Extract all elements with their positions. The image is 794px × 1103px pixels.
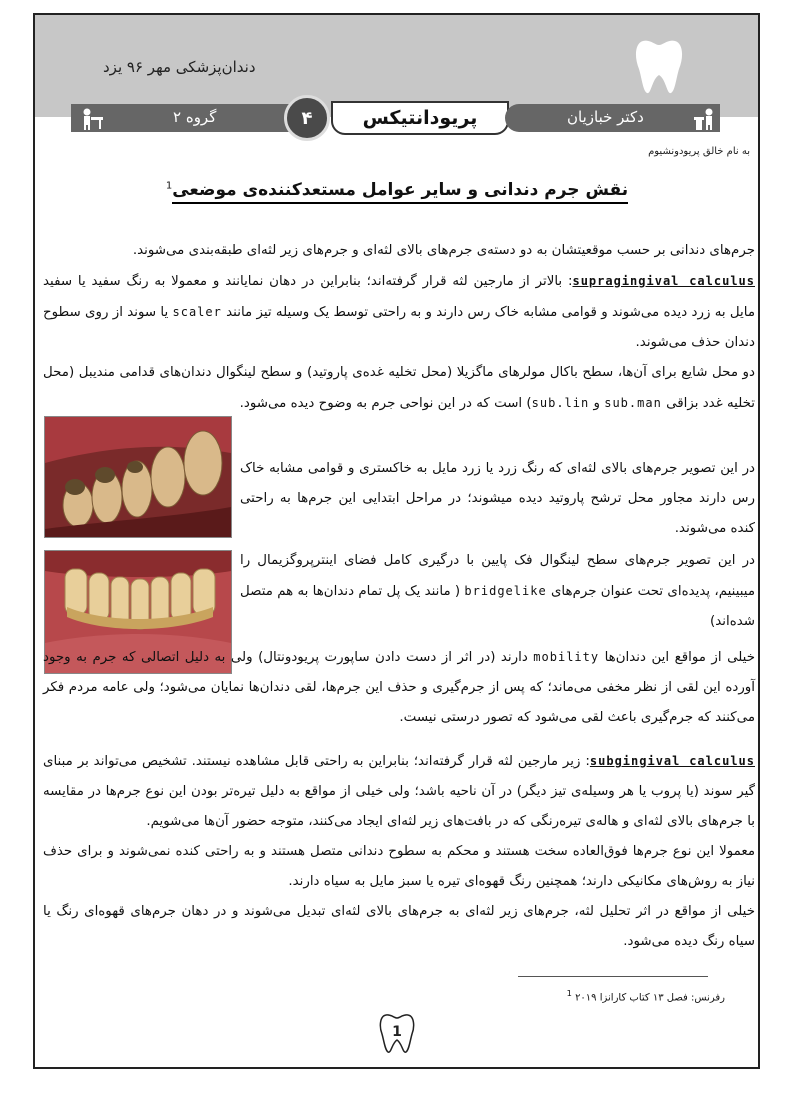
subgingival-section	[43, 746, 755, 957]
section-heading	[0, 180, 794, 200]
footnote-mark: 1	[566, 988, 572, 998]
intro-paragraph: جرم‌های دندانی بر حسب موقعیتشان به دو دسته‌ی جرم‌های بالای لثه‌ای و جرم‌های زیر لثه‌ای طبقه‌بندی می‌شوند.	[132, 243, 755, 258]
group-bar	[71, 104, 311, 132]
page-number-badge: ۴	[284, 95, 330, 141]
lecturer-bar	[505, 104, 720, 132]
page-footer-number: 1	[392, 1024, 402, 1040]
tooth-page-number-icon	[378, 1012, 416, 1056]
sub-man-term: sub.man	[604, 396, 662, 410]
mobility-term: mobility	[533, 650, 600, 664]
footnote-divider	[518, 976, 708, 977]
title-footnote-mark: 1	[165, 180, 173, 192]
supragingival-calculus-photo	[44, 416, 232, 538]
subgingival-paragraph: subgingival calculus: زیر مارجین لثه قرار گرفته‌اند؛ بنابراین به راحتی قابل مشاهده نیستند. تشخیص می‌تواند بر مبنای گیر سوند (یا پروب یا هر وسیله‌ی تیز دیگر) در آن ناحیه باشد؛ ولی خیلی از مواقع به دلیل تیره‌تر بودن این نوع جرم‌ها در مقایسه با جرم‌های بالای لثه‌ای و هاله‌ی تیره‌رنگی که در بافت‌های زیر لثه‌ای ایجاد می‌کنند، متوجه حضور آن‌ها می‌شویم.	[43, 754, 755, 829]
supragingival-term: supragingival calculus	[572, 274, 755, 288]
invocation-text: به نام خالق پریودونشیوم	[648, 146, 750, 157]
subgingival-term: subgingival calculus	[589, 754, 755, 768]
scaler-term: scaler	[172, 305, 222, 319]
group-label: گروه ۲	[173, 108, 217, 126]
subject-title: پریودانتیکس	[331, 101, 509, 135]
tooth-logo-icon	[633, 35, 685, 97]
section-title: نقش جرم دندانی و سایر عوامل مستعدکننده‌ی موضعی	[172, 180, 628, 204]
hardness-paragraph: معمولا این نوع جرم‌ها فوق‌العاده سخت هستند و محکم به سطوح دندانی متصل هستند و به راحتی کنده نمی‌شوند و برای حذف نیاز به روش‌های مکانیکی دارند؛ همچنین رنگ قهوه‌ای تیره یا سبز مایل به سیاه دارند.	[43, 844, 755, 889]
supragingival-paragraph: supragingival calculus: بالاتر از مارجین لثه قرار گرفته‌اند؛ بنابراین در دهان نمایانند و معمولا به رنگ سفید یا سفید مایل به زرد دیده می‌شوند و قوامی مشابه خاک رس دارند و به راحتی توسط یک وسیله تیز مانند scaler یا سوند از روی سطوح دندان حذف می‌شوند.	[43, 274, 756, 350]
common-sites-paragraph: دو محل شایع برای آن‌ها، سطح باکال مولرهای ماگزیلا (محل تخلیه غده‌ی پاروتید) و سطح لینگوال دندان‌های قدامی مندیبل (محل تخلیه غدد بزاقی sub.man و sub.lin) است که در این نواحی جرم به وضوح دیده می‌شود.	[43, 365, 755, 411]
course-title: دندان‌پزشکی مهر ۹۶ یزد	[103, 58, 256, 76]
footnote	[490, 988, 725, 1003]
photo2-caption: در این تصویر جرم‌های سطح لینگوال فک پایین با درگیری کامل فضای اینترپروگزیمال را میبینیم، پدیده‌ای تحت عنوان جرم‌های bridgelike ( مانند یک پل تمام دندان‌ها به هم متصل شده‌اند)	[240, 553, 755, 629]
bridgelike-term: bridgelike	[464, 584, 547, 598]
sub-lin-term: sub.lin	[531, 396, 590, 410]
footnote-text: رفرنس: فصل ۱۳ کتاب کارانزا ۲۰۱۹	[575, 992, 725, 1004]
photo1-caption: در این تصویر جرم‌های بالای لثه‌ای که رنگ زرد یا زرد مایل به خاکستری و قوامی مشابه خاک رس دارند مجاور محل ترشح پاروتید دیده میشوند؛ در مراحل ابتدایی این جرم‌ها به راحتی کنده می‌شوند.	[240, 461, 755, 536]
recession-paragraph: خیلی از مواقع در اثر تحلیل لثه، جرم‌های زیر لثه‌ای به جرم‌های بالای لثه‌ای تبدیل می‌شوند و در دهان جرم‌های قهوه‌ای رنگ یا سیاه رنگ دیده می‌شود.	[43, 904, 755, 949]
body-top	[43, 236, 755, 419]
mobility-paragraph: خیلی از مواقع این دندان‌ها mobility دارند (در اثر از دست دادن ساپورت پریودونتال) ولی به دلیل اتصالی که جرم به وجود آورده این لقی از نظر مخفی می‌ماند؛ که پس از جرم‌گیری و حذف این جرم‌ها، لقی دندان‌ها نمایان می‌شود؛ ولی عامه مردم فکر می‌کنند که جرم‌گیری باعث لقی می‌شود که تصور درستی نیست.	[43, 650, 755, 725]
lecturer-podium-icon	[691, 107, 717, 131]
student-desk-icon	[79, 107, 105, 131]
lecturer-name: دکتر خبازیان	[567, 108, 644, 126]
